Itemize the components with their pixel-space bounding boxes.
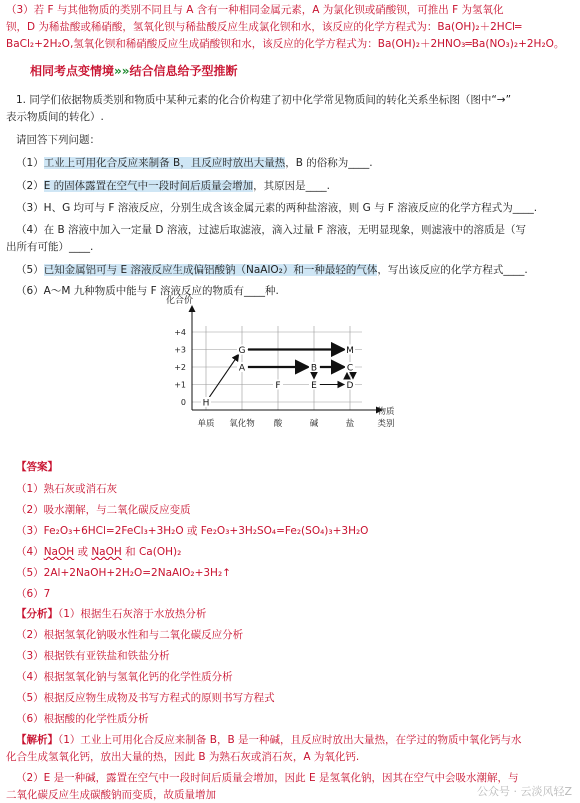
answer-5: （5）2Al+2NaOH+2H₂O=2NaAlO₂+3H₂↑ <box>16 567 231 579</box>
analysis-r1: （1）根据生石灰溶于水放热分析 <box>58 608 207 620</box>
x-tick-label: 酸 <box>273 419 283 429</box>
point-B: B <box>310 363 318 374</box>
explanation-e1a: （1）工业上可用化合反应来制备 B，B 是一种碱，且反应时放出大量热，在学过的物质中氧化钙与水 <box>58 734 522 746</box>
question-2 <box>16 179 574 194</box>
point-D: D <box>346 381 354 391</box>
section-title-a: 相同考点变情境 <box>30 64 115 78</box>
answer-2: （2）吸水潮解，与二氧化碳反应变质 <box>16 504 191 516</box>
a4-tail: 和 Ca(OH)₂ <box>121 546 182 558</box>
y-tick-label: 0 <box>180 398 186 407</box>
analysis-4: （4）根据氢氧化钠与氢氧化钙的化学性质分析 <box>16 671 233 683</box>
prev-answer-line-1: （3）若 F 与其他物质的类别不同且与 A 含有一种相同金属元素，A 为氯化钡或硝酸钡，可推出 F 为氢氧化 <box>6 4 504 16</box>
analysis-title: 【分析】 <box>16 608 58 620</box>
analysis-5: （5）根据反应物生成物及书写方程式的原则书写方程式 <box>16 692 275 704</box>
point-F: F <box>275 381 281 391</box>
section-title-b: 结合信息给予型推断 <box>129 64 238 78</box>
q2-number: （2） <box>16 180 44 192</box>
x-axis-label-1: 物质 <box>377 407 395 417</box>
explanation-1b: 化合生成氢氧化钙，放出大量的热，因此 B 为熟石灰或消石灰，A 为氧化钙. <box>6 751 360 763</box>
a4-option-1: NaOH <box>43 546 75 558</box>
question-5 <box>16 263 574 278</box>
question-4b: 出所有可能）____. <box>6 241 94 253</box>
explanation-1a <box>16 733 574 748</box>
valence-chart-svg <box>150 294 440 444</box>
y-tick-label: +4 <box>174 328 186 337</box>
arrow-H-G <box>209 354 238 397</box>
q1-number: （1） <box>16 157 44 169</box>
y-tick-label: +1 <box>174 380 186 390</box>
explanation-title: 【解析】 <box>16 734 58 746</box>
answer-4 <box>16 545 574 560</box>
point-H: H <box>202 398 210 409</box>
q1-highlight: 工业上可用化合反应来制备 B，且反应时放出大量热 <box>43 157 286 169</box>
x-tick-label: 氧化物 <box>229 419 255 429</box>
q5-tail: ，写出该反应的化学方程式____. <box>377 264 528 276</box>
a4-option-2: NaOH <box>91 546 122 558</box>
section-arrow-icon: »» <box>114 64 130 78</box>
answer-3: （3）Fe₂O₃+6HCl=2FeCl₃+3H₂O 或 Fe₂O₃+3H₂SO₄=Fe₂(SO₄)₃+3H₂O <box>16 525 369 537</box>
question-intro-2: 表示物质间的转化）. <box>6 111 104 123</box>
x-axis-label-2: 类别 <box>377 419 395 429</box>
x-tick-label: 碱 <box>309 419 319 429</box>
question-3: （3）H、G 均可与 F 溶液反应，分别生成含该金属元素的两种盐溶液，则 G 与 F 溶液反应的化学方程式为____. <box>16 202 538 214</box>
question-4a: （4）在 B 溶液中加入一定量 D 溶液，过滤后取滤液，滴入过量 F 溶液，无明显现象，则滤液中的溶质是（写 <box>16 224 527 236</box>
point-A: A <box>238 363 246 374</box>
q2-highlight: E 的固体露置在空气中一段时间后质量会增加 <box>43 180 254 192</box>
valence-chart <box>150 294 440 444</box>
y-tick-label: +2 <box>174 363 186 372</box>
a4-number: （4） <box>16 546 44 558</box>
analysis-2: （2）根据氢氧化钠吸水性和与二氧化碳反应分析 <box>16 629 244 641</box>
a4-or: 或 <box>74 546 92 558</box>
x-tick-label: 盐 <box>345 419 355 429</box>
explanation-2a: （2）E 是一种碱，露置在空气中一段时间后质量会增加，因此 E 是氢氧化钠，因其在空气中会吸水潮解，与 <box>16 772 519 784</box>
answer-1: （1）熟石灰或消石灰 <box>16 483 118 495</box>
answers-title: 【答案】 <box>16 461 58 473</box>
y-tick-label: +3 <box>174 345 186 355</box>
q5-highlight: 已知金属铝可与 E 溶液反应生成偏铝酸钠（NaAlO₂）和一种最轻的气体 <box>43 264 378 276</box>
point-E: E <box>311 381 317 391</box>
analysis-6: （6）根据酸的化学性质分析 <box>16 713 149 725</box>
watermark: 公众号 · 云淡风轻Z <box>476 785 572 798</box>
answer-6: （6）7 <box>16 588 51 600</box>
q5-number: （5） <box>16 264 44 276</box>
question-prompt: 请回答下列问题： <box>16 134 100 146</box>
analysis-1 <box>16 607 574 622</box>
question-6: （6）A～M 九种物质中能与 F 溶液反应的物质有____种. <box>16 285 279 297</box>
prev-answer-line-3: BaCl₂+2H₂O,氢氧化钡和稀硝酸反应生成硝酸钡和水，该反应的化学方程式为：Ba(OH)₂＋2HNO₃═Ba(NO₃)₂+2H₂O。 <box>6 38 565 50</box>
x-tick-label: 单质 <box>197 419 215 429</box>
section-heading <box>30 64 574 79</box>
point-M: M <box>346 346 354 356</box>
question-intro-1: 1. 同学们依据物质类别和物质中某种元素的化合价构建了初中化学常见物质间的转化关系坐标图（图中“→” <box>16 94 512 106</box>
point-C: C <box>346 363 354 374</box>
prev-answer-line-2: 钡，D 为稀盐酸或稀硝酸，氢氧化钡与稀盐酸反应生成氯化钡和水，该反应的化学方程式为：Ba(OH)₂＋2HCl═ <box>6 21 522 33</box>
y-axis-label: 化合价 <box>166 296 194 306</box>
explanation-2b: 二氧化碳反应生成碳酸钠而变质，故质量增加 <box>6 789 216 801</box>
point-G: G <box>238 346 246 356</box>
q2-tail: ，其原因是____. <box>253 180 331 192</box>
q1-tail: ，B 的俗称为____. <box>285 157 373 169</box>
analysis-3: （3）根据铁有亚铁盐和铁盐分析 <box>16 650 170 662</box>
question-1 <box>16 156 574 171</box>
